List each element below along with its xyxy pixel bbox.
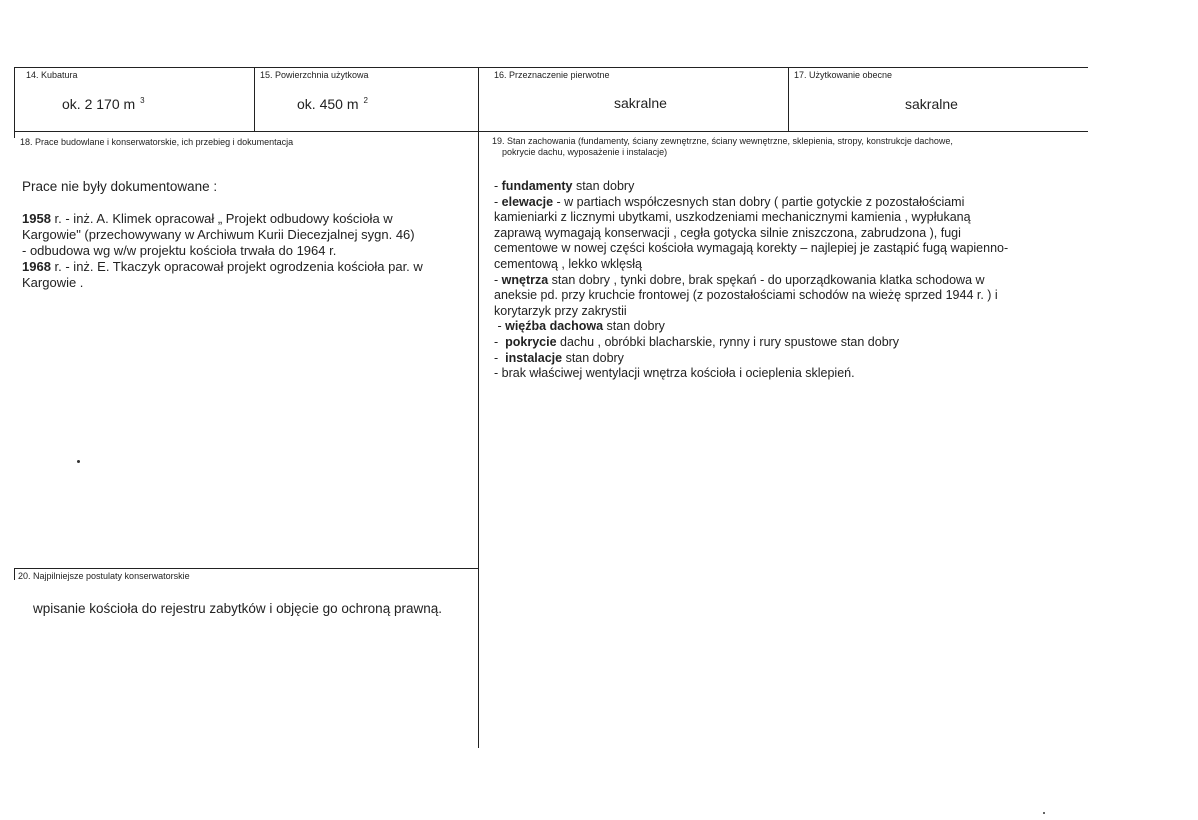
field19-wnetrza-key: wnętrza bbox=[501, 272, 549, 287]
field19-wnetrza-l2: aneksie pd. przy kruchcie frontowej (z pozostałościami schodów na wieżę sprzed 1944 r. ) i bbox=[494, 288, 998, 303]
divider-16-17 bbox=[788, 67, 789, 131]
field18-body bbox=[22, 211, 472, 291]
field20-top-rule bbox=[14, 568, 478, 569]
field19-label-line2: pokrycie dachu, wyposażenie i instalacje) bbox=[502, 147, 668, 157]
field18-year-1968: 1968 bbox=[22, 259, 51, 274]
field19-wiezba-key: więźba dachowa bbox=[505, 319, 604, 334]
field18-label: 18. Prace budowlane i konserwatorskie, ich przebieg i dokumentacja bbox=[20, 137, 294, 147]
field19-wiezba: - więźba dachowa stan dobry bbox=[494, 319, 665, 334]
row1-bottom-rule bbox=[14, 131, 1088, 132]
field19-body bbox=[494, 179, 1084, 382]
field18-line2: Kargowie" (przechowywany w Archiwum Kurii Diecezjalnej sygn. 46) bbox=[22, 227, 415, 242]
field19-elewacje-key: elewacje bbox=[501, 194, 554, 209]
field19-wnetrza-l3: korytarzyk przy zakrystii bbox=[494, 303, 627, 318]
field19-pokrycie-text: dachu , obróbki blacharskie, rynny i rury spustowe stan dobry bbox=[556, 334, 900, 349]
field19-label bbox=[492, 136, 953, 158]
field19-fundamenty-text: stan dobry bbox=[572, 179, 635, 193]
field18-line4: r. - inż. E. Tkaczyk opracował projekt ogrodzenia kościoła par. w bbox=[50, 259, 423, 274]
field19-elewacje-l4: cementowe w nowej części kościoła wymagają korekty – najlepiej je zastąpić fugą wapienno- bbox=[494, 241, 1009, 256]
field20-left-border bbox=[14, 568, 15, 580]
field19-pokrycie-key: pokrycie bbox=[505, 334, 557, 349]
field18-left-border bbox=[14, 131, 15, 138]
field14-value-text: ok. 2 170 m bbox=[62, 96, 136, 112]
field14-value bbox=[62, 96, 145, 112]
field19-instalacje-key: instalacje bbox=[505, 350, 563, 365]
field19-brak: - brak właściwej wentylacji wnętrza kościoła i ocieplenia sklepień. bbox=[494, 366, 855, 381]
field16-label: 16. Przeznaczenie pierwotne bbox=[494, 70, 610, 80]
field18-line5: Kargowie . bbox=[22, 275, 84, 290]
stray-dot bbox=[77, 460, 80, 463]
field16-value: sakralne bbox=[614, 95, 667, 111]
divider-14-15 bbox=[254, 67, 255, 131]
field18-intro: Prace nie były dokumentowane : bbox=[22, 179, 218, 194]
field19-wnetrza: - wnętrza stan dobry , tynki dobre, brak spękań - do uporządkowania klatka schodowa w bbox=[494, 272, 985, 287]
field14-label: 14. Kubatura bbox=[26, 70, 78, 80]
field19-elewacje-l5: cementową , lekko wklęsłą bbox=[494, 256, 642, 271]
left-border bbox=[14, 67, 15, 131]
field20-label: 20. Najpilniejsze postulaty konserwatorskie bbox=[18, 571, 190, 581]
field15-unit-exponent: 2 bbox=[363, 96, 368, 105]
field19-label-line1: 19. Stan zachowania (fundamenty, ściany zewnętrzne, ściany wewnętrzne, sklepienia, stropy, konstrukcje dachowe, bbox=[492, 136, 953, 146]
field19-elewacje-l1: - w partiach współczesnych stan dobry ( partie gotyckie z pozostałościami bbox=[553, 194, 965, 209]
field18-line3: - odbudowa wg w/w projektu kościoła trwała do 1964 r. bbox=[22, 243, 337, 258]
field19-wiezba-text: stan dobry bbox=[603, 319, 665, 334]
field18-entry-1958 bbox=[22, 211, 472, 227]
field19-elewacje-l3: zaprawą wymagają konserwacji , cegła gotycka silnie zniszczona, zabrudzona ), fugi bbox=[494, 225, 961, 240]
field15-value bbox=[297, 96, 368, 112]
field17-label: 17. Użytkowanie obecne bbox=[794, 70, 893, 80]
field20-text: wpisanie kościoła do rejestru zabytków i objęcie go ochroną prawną. bbox=[33, 601, 442, 616]
field18-entry-1968 bbox=[22, 259, 472, 275]
field18-year-1958: 1958 bbox=[22, 211, 51, 226]
stray-dot-corner bbox=[1043, 812, 1045, 814]
field19-brak-text: brak właściwej wentylacji wnętrza kościoła i ocieplenia sklepień. bbox=[498, 366, 855, 381]
field18-line1: r. - inż. A. Klimek opracował „ Projekt odbudowy kościoła w bbox=[50, 211, 393, 226]
field15-value-text: ok. 450 m bbox=[297, 96, 359, 112]
field19-elewacje-l2: kamieniarki z licznymi ubytkami, uszkodzeniami mechanicznymi kamienia , wypłukaną bbox=[494, 210, 971, 225]
field19-instalacje: - instalacje stan dobry bbox=[494, 350, 624, 365]
field19-fundamenty-key: fundamenty bbox=[501, 179, 573, 193]
field19-pokrycie: - pokrycie dachu , obróbki blacharskie, rynny i rury spustowe stan dobry bbox=[494, 334, 900, 349]
field19-instalacje-text: stan dobry bbox=[562, 350, 624, 365]
field15-label: 15. Powierzchnia użytkowa bbox=[260, 70, 369, 80]
field19-elewacje: - elewacje - w partiach współczesnych stan dobry ( partie gotyckie z pozostałościami bbox=[494, 194, 965, 209]
field19-fundamenty: - fundamenty stan dobry bbox=[494, 179, 635, 193]
field14-unit-exponent: 3 bbox=[140, 96, 145, 105]
field17-value: sakralne bbox=[905, 96, 958, 112]
center-divider bbox=[478, 67, 479, 748]
top-rule bbox=[14, 67, 1088, 68]
field19-wnetrza-l1: stan dobry , tynki dobre, brak spękań - do uporządkowania klatka schodowa w bbox=[548, 272, 985, 287]
